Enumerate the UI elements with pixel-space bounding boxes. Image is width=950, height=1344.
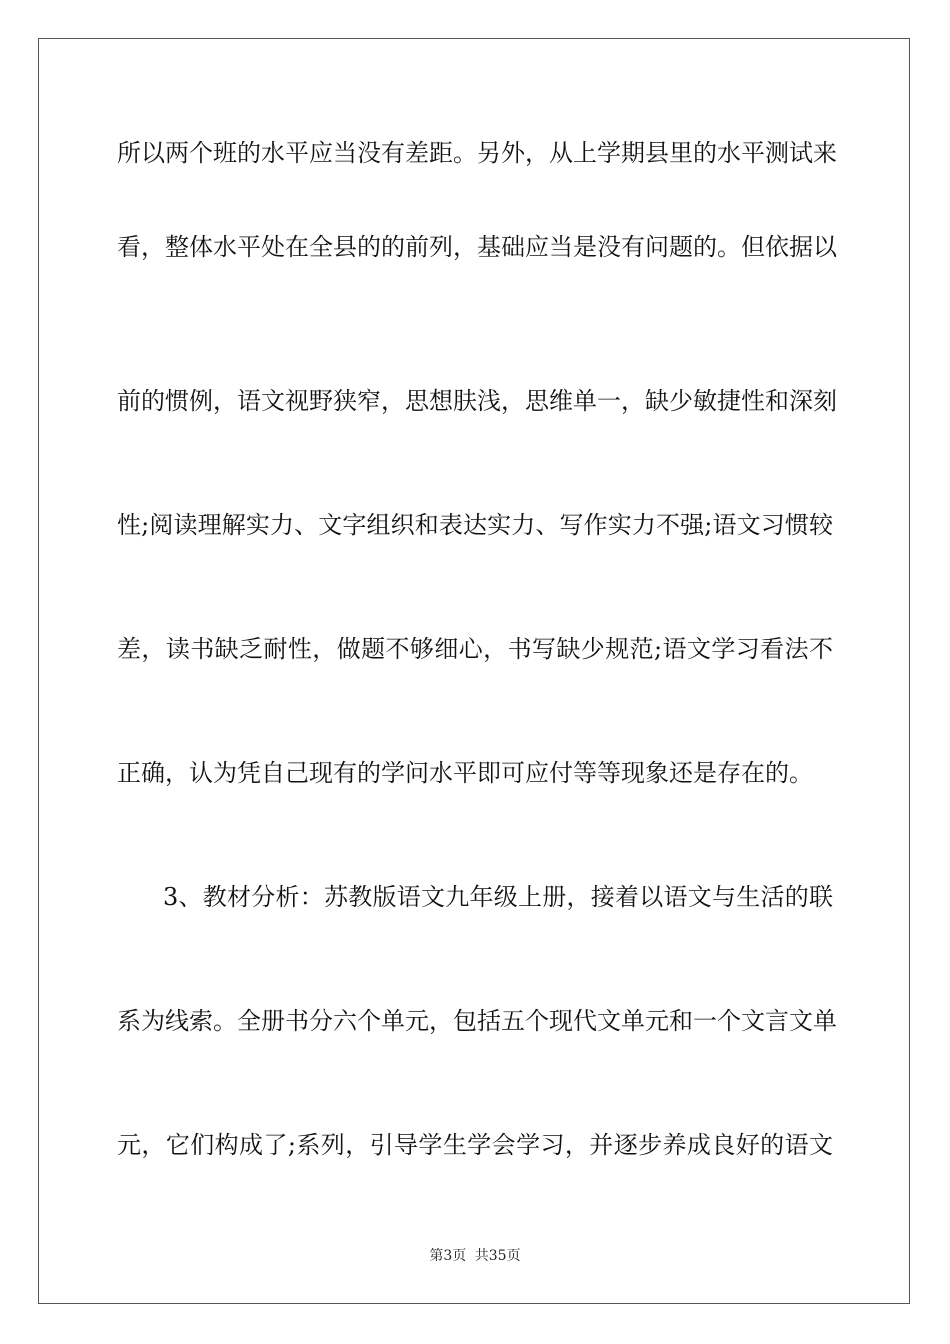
text-line-6: 正确，认为凭自己现有的学问水平即可应付等等现象还是存在的。 bbox=[117, 759, 813, 787]
text-line-1: 所以两个班的水平应当没有差距。另外，从上学期县里的水平测试来 bbox=[117, 139, 837, 167]
text-line-5: 差，读书缺乏耐性，做题不够细心，书写缺少规范;语文学习看法不 bbox=[117, 635, 833, 663]
text-line-8: 系为线索。全册书分六个单元，包括五个现代文单元和一个文言文单 bbox=[117, 1007, 837, 1035]
page-total: 共35页 bbox=[474, 1248, 521, 1264]
page-border bbox=[38, 38, 910, 1304]
text-line-7: 3、教材分析：苏教版语文九年级上册，接着以语文与生活的联 bbox=[163, 883, 833, 911]
text-line-4: 性;阅读理解实力、文字组织和表达实力、写作实力不强;语文习惯较 bbox=[117, 511, 833, 539]
page-footer bbox=[0, 1247, 950, 1265]
page-number: 第3页 bbox=[429, 1248, 467, 1264]
text-line-2: 看，整体水平处在全县的的前列，基础应当是没有问题的。但依据以 bbox=[117, 233, 837, 261]
text-line-9: 元，它们构成了;系列，引导学生学会学习，并逐步养成良好的语文 bbox=[117, 1131, 833, 1159]
text-line-3: 前的惯例，语文视野狭窄，思想肤浅，思维单一，缺少敏捷性和深刻 bbox=[117, 387, 837, 415]
